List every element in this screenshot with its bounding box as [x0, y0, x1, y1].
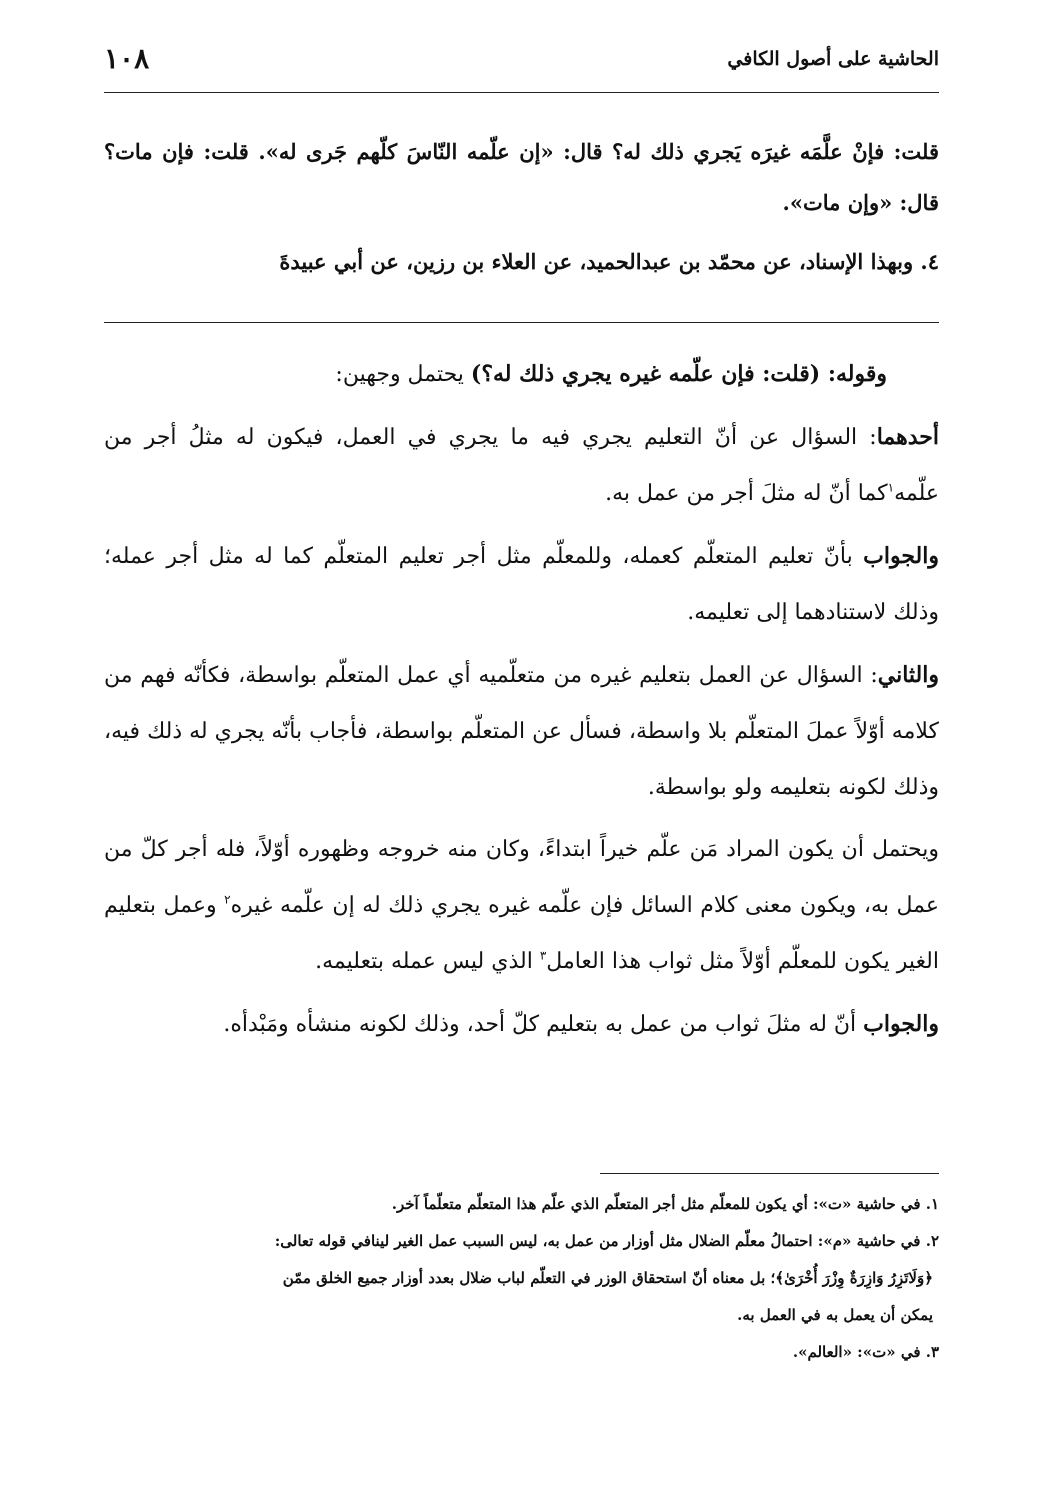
first-answer [104, 528, 939, 641]
footnote-2-continuation-end: يمكن أن يعمل به في العمل به. [737, 1306, 933, 1324]
footnote-1: ١. في حاشية «ت»: أي يكون للمعلّم مثل أجر المتعلّم الذي علّم هذا المتعلّم متعلّماً آخر. [391, 1195, 939, 1213]
intro-text: يحتمل وجهين: [335, 362, 471, 387]
page-number: ١٠٨ [104, 42, 150, 75]
footnote-ref-2: ٢ [224, 892, 231, 907]
footnote-2: ٢. في حاشية «م»: احتمالُ معلّم الضلال مثل أوزار من عمل به، ليس السبب عمل الغير لينافي قوله تعالى: [274, 1232, 939, 1250]
intro-lead: وقوله: (قلت: فإن علّمه غيره يجري ذلك له؟) [470, 361, 887, 387]
commentary-section [104, 346, 939, 1059]
first-text-b: كما أنّ له مثلَ أجر من عمل به. [605, 481, 888, 506]
second-lead: والثاني [877, 662, 939, 688]
text-commentary-divider [104, 322, 939, 323]
footnote-divider [600, 1173, 939, 1174]
second-text: : السؤال عن العمل بتعليم غيره من متعلّميه أي عمل المتعلّم بواسطة، فكأنّه فهم من كلامه أوّلاً عملَ المتعلّم بلا واسطة، فسأل عن المتعلّم بواسطة، فأجاب بأنّه يجري له ذلك فيه، وذلك لكونه بتعليمه ولو بواسطة. [104, 663, 939, 800]
answer1-lead: والجواب [863, 543, 939, 569]
second-answer [104, 996, 939, 1053]
first-interpretation [104, 409, 939, 522]
header-divider [104, 92, 939, 93]
footnote-3: ٣. في «ت»: «العالم». [792, 1343, 939, 1361]
third-text-b: وعمل بتعليم الغير يكون للمعلّم أوّلاً مثل ثواب هذا العامل [104, 893, 939, 974]
footnotes [104, 1186, 939, 1371]
answer2-lead: والجواب [863, 1011, 939, 1037]
first-text-a: : السؤال عن أنّ التعليم يجري فيه ما يجري في العمل، فيكون له مثلُ أجر من علّمه [104, 425, 939, 506]
third-text-a: ويحتمل أن يكون المراد مَن علّم خيراً ابتداءً، وكان منه خروجه وظهوره أوّلاً، فله أجر كلّ من عمل به، ويكون معنى كلام السائل فإن علّمه غيره يجري ذلك له إن علّمه غيره [104, 837, 939, 918]
third-text-c: الذي ليس عمله بتعليمه. [315, 949, 540, 974]
second-interpretation [104, 647, 939, 816]
running-title: الحاشية على أصول الكافي [727, 48, 939, 70]
answer2-text: أنّ له مثلَ ثواب من عمل به بتعليم كلّ أحد، وذلك لكونه منشأه ومَبْدأه. [223, 1012, 864, 1037]
footnote-ref-1: ١ [887, 480, 895, 495]
first-lead: أحدهما [876, 424, 939, 450]
footnote-2-continuation: ﴿وَلَاتَزِرُ وَازِرَةٌ وِزْرَ أُخْرَىٰ﴾؛ بل معناه أنّ استحقاق الوزر في التعلّم لباب ضلال بعدد أوزار جميع الخلق ممّن [282, 1269, 933, 1287]
commentary-intro [104, 346, 939, 403]
answer1-text: بأنّ تعليم المتعلّم كعمله، وللمعلّم مثل أجر تعليم المتعلّم كما له مثل أجر عمله؛ وذلك لاستنادهما إلى تعليمه. [104, 544, 939, 625]
hadith-next-chain: ٤. وبهذا الإسناد، عن محمّد بن عبدالحميد، عن العلاء بن رزين، عن أبي عبيدةَ [279, 249, 939, 274]
hadith-text [104, 126, 939, 295]
hadith-line: قلت: فإنْ علَّمَه غيرَه يَجري ذلك له؟ قال: «إن علّمه النّاسَ كلّهم جَرى له». قلت: فإن مات؟ قال: «وإن مات». [104, 139, 939, 215]
page-header [104, 40, 939, 84]
third-interpretation [104, 822, 939, 990]
footnote-ref-3: ٣ [539, 948, 547, 963]
